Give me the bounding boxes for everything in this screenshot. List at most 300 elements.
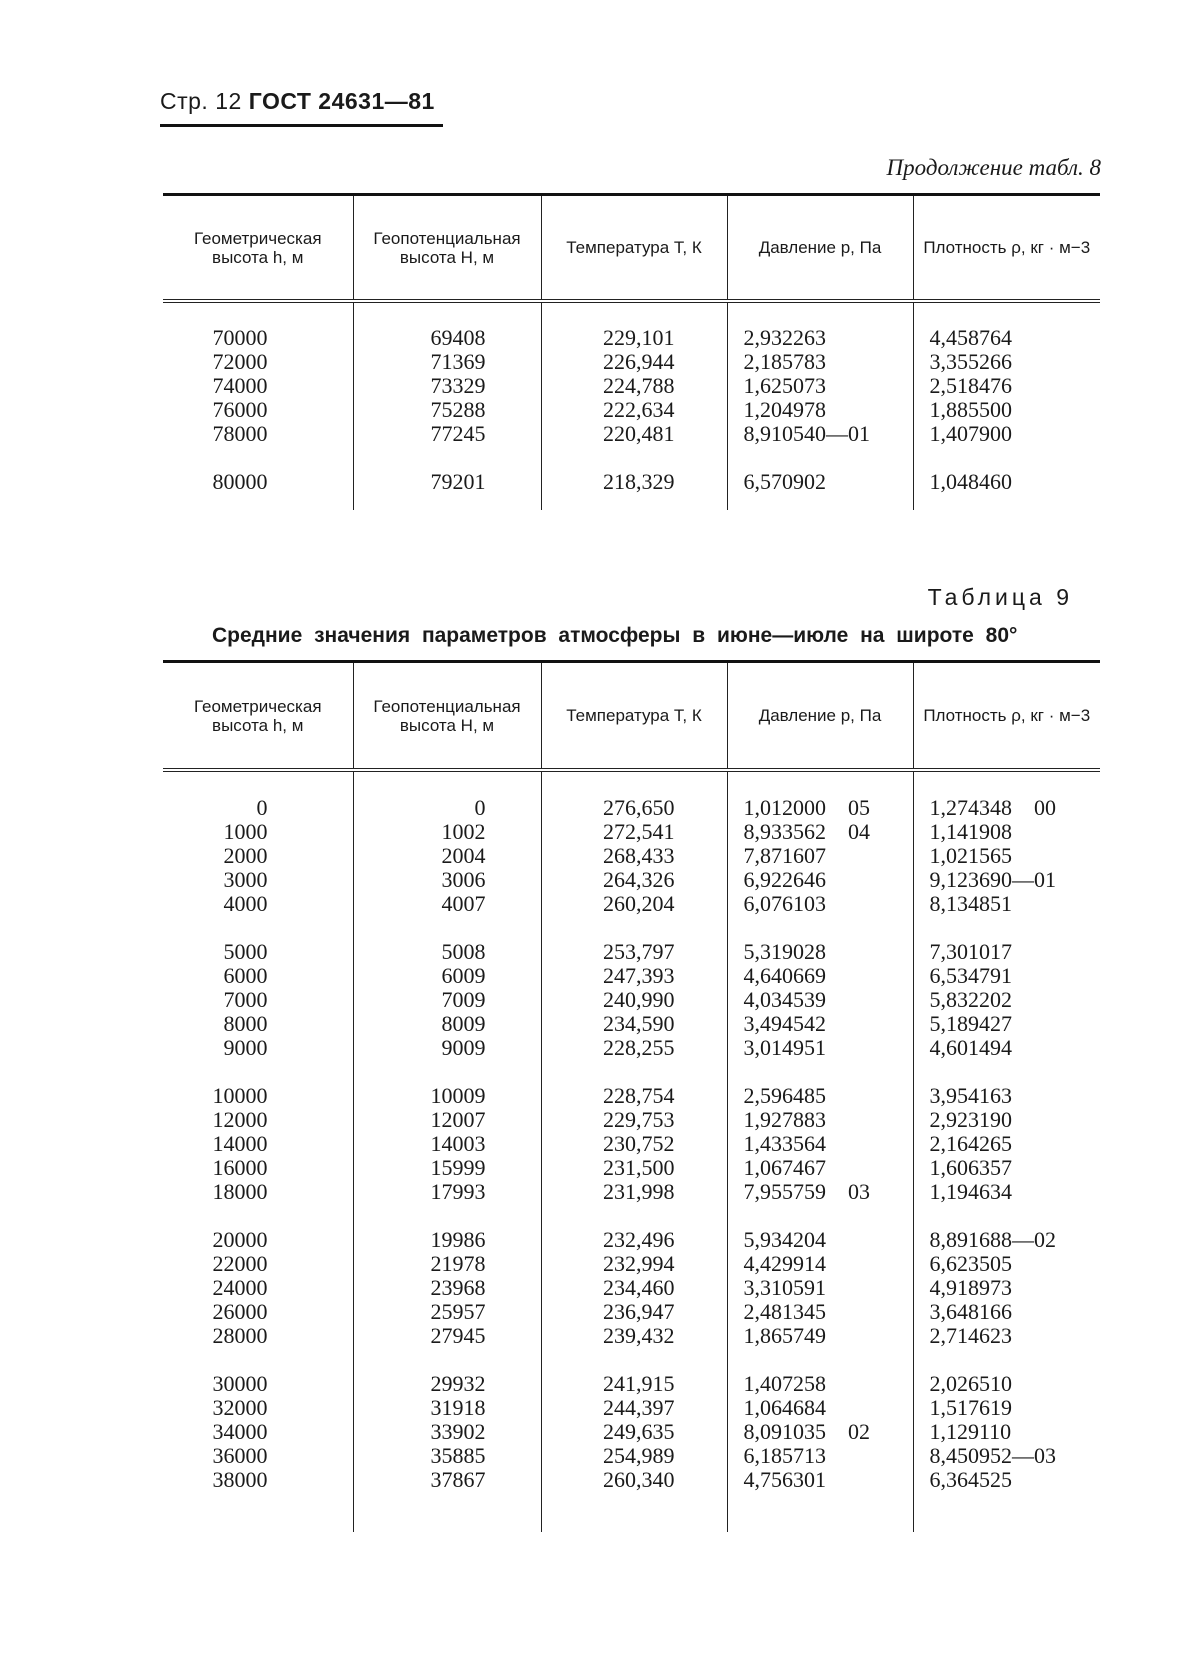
table-cell	[542, 1156, 727, 1180]
table-cell	[354, 470, 541, 494]
cell-value: 1,048460	[929, 469, 1012, 494]
cell-exponent: 00	[1034, 795, 1056, 820]
group-spacer	[914, 446, 1101, 470]
cell-value: 2000	[223, 843, 268, 868]
cell-value: 276,650	[603, 795, 675, 820]
table-cell	[542, 796, 727, 820]
table9-label: Таблица 9	[927, 584, 1073, 610]
table-cell	[542, 1180, 727, 1204]
table-cell	[914, 988, 1101, 1012]
table-cell	[914, 1132, 1101, 1156]
table-cell	[354, 1012, 541, 1036]
group-spacer	[163, 446, 353, 470]
group-spacer	[163, 1060, 353, 1084]
table-cell	[163, 1252, 353, 1276]
table-cell	[354, 1420, 541, 1444]
cell-value: 268,433	[603, 843, 675, 868]
cell-value: 8,933562	[743, 819, 826, 844]
cell-value: 1,141908	[929, 819, 1012, 844]
table-cell	[542, 1108, 727, 1132]
cell-value: 2,185783	[743, 349, 826, 374]
cell-value: 4,601494	[929, 1035, 1012, 1060]
table-cell	[163, 422, 353, 446]
cell-value: 1,067467	[743, 1155, 826, 1180]
table-cell	[542, 844, 727, 868]
table-cell	[914, 1252, 1101, 1276]
table-cell	[354, 844, 541, 868]
table-cell	[163, 470, 353, 494]
cell-value: 244,397	[603, 1395, 675, 1420]
cell-value: 35885	[430, 1443, 486, 1468]
table-cell	[728, 844, 913, 868]
cell-value: 1,194634	[929, 1179, 1012, 1204]
geometric-height-column	[163, 301, 353, 510]
cell-value: 79201	[430, 469, 486, 494]
cell-value: 77245	[430, 421, 486, 446]
cell-value: 1,064684	[743, 1395, 826, 1420]
density-column	[913, 301, 1100, 510]
group-spacer	[163, 1348, 353, 1372]
table-cell	[914, 964, 1101, 988]
cell-value: 26000	[212, 1299, 268, 1324]
column-header-geometric-height: Геометрическая высота h, м	[163, 195, 353, 302]
table-cell	[354, 868, 541, 892]
cell-value: 2,164265	[929, 1131, 1012, 1156]
table-cell	[914, 374, 1101, 398]
table-cell	[163, 796, 353, 820]
table-cell	[542, 1468, 727, 1492]
group-spacer	[542, 1060, 727, 1084]
cell-value: 0	[474, 795, 486, 820]
cell-value: 1,407900	[929, 421, 1012, 446]
table-cell	[728, 1372, 913, 1396]
density-column	[913, 770, 1100, 1532]
group-spacer	[542, 1348, 727, 1372]
cell-value: 3,648166	[929, 1299, 1012, 1324]
column-header-geopotential-height: Геопотенциальная высота H, м	[353, 662, 541, 771]
table-cell	[728, 988, 913, 1012]
cell-value: 1,204978	[743, 397, 826, 422]
table-cell	[728, 1324, 913, 1348]
cell-value: 1,517619	[929, 1395, 1012, 1420]
cell-exponent: 03	[848, 1179, 870, 1204]
table-cell	[914, 868, 1101, 892]
table-cell	[542, 398, 727, 422]
cell-value: 7,955759	[743, 1179, 826, 1204]
table-cell	[728, 820, 913, 844]
table-cell	[728, 1276, 913, 1300]
cell-value: 2,923190	[929, 1107, 1012, 1132]
cell-value: 74000	[212, 373, 268, 398]
cell-value: 1,274348	[929, 795, 1012, 820]
table-cell	[542, 1012, 727, 1036]
cell-value: 10009	[430, 1083, 486, 1108]
table-cell	[163, 1084, 353, 1108]
table-cell	[728, 1180, 913, 1204]
pressure-column	[727, 301, 913, 510]
table-cell	[542, 1324, 727, 1348]
table-cell	[163, 1396, 353, 1420]
table-cell	[728, 1468, 913, 1492]
table-cell	[354, 1324, 541, 1348]
cell-value: 6,534791	[929, 963, 1012, 988]
temperature-column	[541, 301, 727, 510]
cell-value: 240,990	[603, 987, 675, 1012]
table-cell	[163, 1300, 353, 1324]
cell-value: 17993	[430, 1179, 486, 1204]
group-spacer	[914, 916, 1101, 940]
cell-value: 8,134851	[929, 891, 1012, 916]
table-cell	[354, 350, 541, 374]
table-cell	[728, 422, 913, 446]
page-header	[160, 88, 435, 115]
table-cell	[728, 1420, 913, 1444]
table-cell	[914, 1012, 1101, 1036]
cell-value: 71369	[430, 349, 486, 374]
table-cell	[354, 1252, 541, 1276]
group-spacer	[542, 916, 727, 940]
cell-value: 22000	[212, 1251, 268, 1276]
column-header-pressure: Давление p, Па	[727, 195, 913, 302]
cell-value: 2,596485	[743, 1083, 826, 1108]
table-cell	[163, 1180, 353, 1204]
group-spacer	[163, 1204, 353, 1228]
table-cell	[354, 1372, 541, 1396]
cell-value: 75288	[430, 397, 486, 422]
geometric-height-column	[163, 770, 353, 1532]
table-cell	[163, 1420, 353, 1444]
table-cell	[354, 1300, 541, 1324]
table-cell	[914, 1396, 1101, 1420]
cell-value: 7,871607	[743, 843, 826, 868]
table-body-row	[163, 301, 1100, 510]
cell-value: 23968	[430, 1275, 486, 1300]
cell-value: 20000	[212, 1227, 268, 1252]
group-spacer	[354, 1348, 541, 1372]
cell-value: 231,998	[603, 1179, 675, 1204]
cell-value: 72000	[212, 349, 268, 374]
table-cell	[728, 1036, 913, 1060]
cell-value: 1,606357	[929, 1155, 1012, 1180]
cell-value: 6,570902	[743, 469, 826, 494]
cell-value: 4007	[441, 891, 486, 916]
table-cell	[163, 1372, 353, 1396]
cell-value: 1,625073	[743, 373, 826, 398]
geopotential-height-column	[353, 301, 541, 510]
table-cell	[354, 1276, 541, 1300]
table-cell	[914, 844, 1101, 868]
cell-value: 78000	[212, 421, 268, 446]
cell-value: 80000	[212, 469, 268, 494]
cell-value: 2,518476	[929, 373, 1012, 398]
cell-value: 7,301017	[929, 939, 1012, 964]
cell-value: 3,014951	[743, 1035, 826, 1060]
cell-value: 21978	[430, 1251, 486, 1276]
table-header-row	[163, 662, 1100, 771]
table-cell	[914, 1420, 1101, 1444]
cell-value: 14003	[430, 1131, 486, 1156]
cell-value: 1,021565	[929, 843, 1012, 868]
cell-value: 3000	[223, 867, 268, 892]
cell-value: 3,355266	[929, 349, 1012, 374]
table-cell	[542, 964, 727, 988]
cell-value: 38000	[212, 1467, 268, 1492]
table-cell	[728, 796, 913, 820]
cell-value: 6,922646	[743, 867, 826, 892]
cell-value: 6,364525	[929, 1467, 1012, 1492]
cell-value: 0	[256, 795, 268, 820]
cell-value: 12007	[430, 1107, 486, 1132]
table-cell	[914, 1108, 1101, 1132]
table-cell	[163, 398, 353, 422]
cell-value: 1,885500	[929, 397, 1012, 422]
table-cell	[163, 1324, 353, 1348]
cell-value: 12000	[212, 1107, 268, 1132]
column-header-density: Плотность ρ, кг · м−3	[913, 662, 1100, 771]
group-spacer	[914, 1060, 1101, 1084]
cell-value: 32000	[212, 1395, 268, 1420]
table-cell	[914, 1324, 1101, 1348]
cell-value: 1000	[223, 819, 268, 844]
table-cell	[728, 1084, 913, 1108]
cell-value: 76000	[212, 397, 268, 422]
cell-value: 33902	[430, 1419, 486, 1444]
table-cell	[163, 1108, 353, 1132]
group-spacer	[914, 1348, 1101, 1372]
cell-value: 260,340	[603, 1467, 675, 1492]
table-cell	[914, 1180, 1101, 1204]
group-spacer	[542, 446, 727, 470]
table-cell	[354, 1108, 541, 1132]
cell-value: 1,407258	[743, 1371, 826, 1396]
table-cell	[914, 1276, 1101, 1300]
table-cell	[542, 470, 727, 494]
cell-value: 9000	[223, 1035, 268, 1060]
cell-exponent: 04	[848, 819, 870, 844]
cell-value: 5008	[441, 939, 486, 964]
group-spacer	[163, 916, 353, 940]
table-cell	[728, 1300, 913, 1324]
cell-value: 7009	[441, 987, 486, 1012]
table-cell	[163, 844, 353, 868]
cell-value: 3006	[441, 867, 486, 892]
table-cell	[542, 1444, 727, 1468]
cell-value: 6,623505	[929, 1251, 1012, 1276]
table-cell	[914, 940, 1101, 964]
table-cell	[728, 1444, 913, 1468]
table-cell	[354, 1228, 541, 1252]
cell-value: 24000	[212, 1275, 268, 1300]
cell-value: 2,714623	[929, 1323, 1012, 1348]
table-cell	[163, 1132, 353, 1156]
table-cell	[914, 820, 1101, 844]
table-cell	[354, 964, 541, 988]
table-cell	[914, 422, 1101, 446]
cell-value: 249,635	[603, 1419, 675, 1444]
table-cell	[542, 868, 727, 892]
table-cell	[163, 868, 353, 892]
table-cell	[914, 1372, 1101, 1396]
cell-value: 15999	[430, 1155, 486, 1180]
table-cell	[542, 374, 727, 398]
cell-value: 16000	[212, 1155, 268, 1180]
table-cell	[163, 1036, 353, 1060]
cell-value: 241,915	[603, 1371, 675, 1396]
table-cell	[354, 1156, 541, 1180]
table-cell	[542, 988, 727, 1012]
geopotential-height-column	[353, 770, 541, 1532]
table-cell	[728, 868, 913, 892]
table-cell	[354, 326, 541, 350]
page-number: Стр. 12	[160, 88, 242, 114]
table-cell	[354, 988, 541, 1012]
cell-value: 6000	[223, 963, 268, 988]
cell-value: 4,918973	[929, 1275, 1012, 1300]
table-cell	[542, 1228, 727, 1252]
table-cell	[542, 1132, 727, 1156]
cell-value: 29932	[430, 1371, 486, 1396]
cell-value: 7000	[223, 987, 268, 1012]
group-spacer	[354, 916, 541, 940]
cell-value: 234,590	[603, 1011, 675, 1036]
table-cell	[354, 1468, 541, 1492]
cell-value: 4,458764	[929, 325, 1012, 350]
table-cell	[163, 1156, 353, 1180]
table-cell	[354, 374, 541, 398]
cell-value: 3,310591	[743, 1275, 826, 1300]
cell-value: 18000	[212, 1179, 268, 1204]
cell-value: 28000	[212, 1323, 268, 1348]
cell-value: 2,932263	[743, 325, 826, 350]
cell-value: 247,393	[603, 963, 675, 988]
table-cell	[914, 796, 1101, 820]
column-header-temperature: Температура T, К	[541, 662, 727, 771]
cell-value: 8,450952—03	[929, 1443, 1056, 1468]
cell-value: 3,494542	[743, 1011, 826, 1036]
table-cell	[542, 326, 727, 350]
cell-value: 1,927883	[743, 1107, 826, 1132]
table-cell	[163, 1228, 353, 1252]
cell-value: 25957	[430, 1299, 486, 1324]
table-cell	[728, 1252, 913, 1276]
table-cell	[163, 988, 353, 1012]
table-cell	[163, 374, 353, 398]
table-cell	[542, 1084, 727, 1108]
cell-value: 236,947	[603, 1299, 675, 1324]
table-cell	[542, 350, 727, 374]
table-cell	[728, 398, 913, 422]
cell-value: 4,034539	[743, 987, 826, 1012]
column-header-geopotential-height: Геопотенциальная высота H, м	[353, 195, 541, 302]
table-8	[163, 193, 1100, 510]
cell-value: 226,944	[603, 349, 675, 374]
table-cell	[542, 892, 727, 916]
table-cell	[354, 422, 541, 446]
cell-value: 272,541	[603, 819, 675, 844]
cell-value: 222,634	[603, 397, 675, 422]
table-cell	[354, 398, 541, 422]
cell-value: 231,500	[603, 1155, 675, 1180]
cell-value: 5,319028	[743, 939, 826, 964]
table-cell	[728, 326, 913, 350]
pressure-column	[727, 770, 913, 1532]
table-cell	[163, 892, 353, 916]
group-spacer	[728, 446, 913, 470]
table-cell	[542, 1420, 727, 1444]
cell-value: 27945	[430, 1323, 486, 1348]
group-spacer	[354, 1060, 541, 1084]
table-cell	[914, 1084, 1101, 1108]
table-cell	[354, 1180, 541, 1204]
cell-value: 239,432	[603, 1323, 675, 1348]
table-cell	[163, 964, 353, 988]
cell-value: 73329	[430, 373, 486, 398]
table-cell	[163, 350, 353, 374]
cell-value: 69408	[430, 325, 486, 350]
cell-value: 224,788	[603, 373, 675, 398]
cell-value: 5,934204	[743, 1227, 826, 1252]
table-cell	[914, 1300, 1101, 1324]
cell-value: 4,640669	[743, 963, 826, 988]
cell-value: 1,433564	[743, 1131, 826, 1156]
column-header-geometric-height: Геометрическая высота h, м	[163, 662, 353, 771]
cell-value: 8000	[223, 1011, 268, 1036]
table-cell	[163, 940, 353, 964]
table-9	[163, 660, 1100, 1532]
table-cell	[163, 326, 353, 350]
cell-value: 8,910540—01	[743, 421, 870, 446]
table-cell	[728, 350, 913, 374]
table-cell	[542, 1276, 727, 1300]
table-cell	[354, 1444, 541, 1468]
cell-value: 253,797	[603, 939, 675, 964]
cell-value: 260,204	[603, 891, 675, 916]
group-spacer	[354, 446, 541, 470]
cell-value: 229,753	[603, 1107, 675, 1132]
cell-value: 232,496	[603, 1227, 675, 1252]
group-spacer	[728, 1204, 913, 1228]
cell-value: 232,994	[603, 1251, 675, 1276]
cell-value: 4,429914	[743, 1251, 826, 1276]
cell-value: 229,101	[603, 325, 675, 350]
cell-value: 8,891688—02	[929, 1227, 1056, 1252]
table-cell	[542, 820, 727, 844]
cell-value: 4000	[223, 891, 268, 916]
group-spacer	[914, 1204, 1101, 1228]
cell-value: 8009	[441, 1011, 486, 1036]
table-cell	[728, 1156, 913, 1180]
table-cell	[163, 1468, 353, 1492]
table-cell	[728, 1108, 913, 1132]
cell-value: 254,989	[603, 1443, 675, 1468]
cell-value: 220,481	[603, 421, 675, 446]
table-cell	[542, 422, 727, 446]
table-cell	[914, 1228, 1101, 1252]
cell-value: 36000	[212, 1443, 268, 1468]
table-cell	[728, 940, 913, 964]
cell-value: 6009	[441, 963, 486, 988]
cell-value: 3,954163	[929, 1083, 1012, 1108]
cell-value: 2,026510	[929, 1371, 1012, 1396]
cell-value: 234,460	[603, 1275, 675, 1300]
table-cell	[728, 964, 913, 988]
table-cell	[354, 796, 541, 820]
cell-value: 228,754	[603, 1083, 675, 1108]
table-cell	[163, 1012, 353, 1036]
cell-value: 14000	[212, 1131, 268, 1156]
table-cell	[163, 820, 353, 844]
group-spacer	[354, 1204, 541, 1228]
